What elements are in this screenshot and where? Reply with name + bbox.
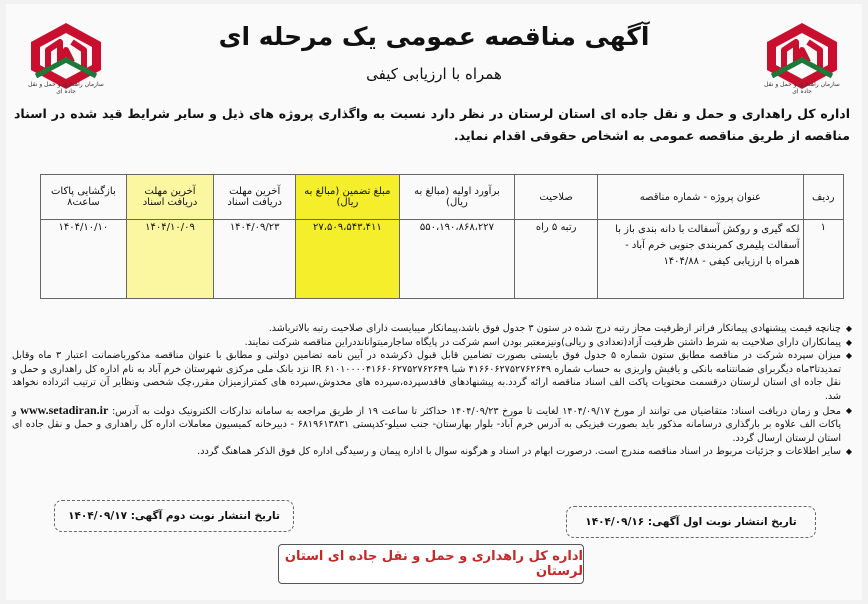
second-publish-date-box: [54, 500, 294, 532]
col-receive-deadline: آخرین مهلت دریافت اسناد: [214, 175, 296, 220]
footer-text: اداره کل راهداری و حمل و نقل جاده ای استان لرستان: [284, 549, 583, 579]
tender-table: [40, 174, 844, 299]
col-submit-deadline: آخرین مهلت دریافت اسناد: [126, 175, 214, 220]
col-row: ردیف: [803, 175, 843, 220]
col-qualification: صلاحیت: [515, 175, 598, 220]
notes-list: [12, 322, 852, 459]
page-title: آگهی مناقصه عمومی یک مرحله ای: [218, 22, 650, 51]
cell-estimate: ۵۵۰،۱۹۰،۸۶۸،۲۲۷: [399, 220, 514, 299]
cell-qualification: رتبه ۵ راه: [515, 220, 598, 299]
col-opening: بازگشایی پاکات ساعت۸: [41, 175, 127, 220]
page-subtitle: همراه با ارزیابی کیفی: [366, 65, 502, 83]
logo-caption-left: سازمان راهداری و حمل و نقل جاده ای: [28, 81, 104, 95]
second-publish-value: ۱۴۰۴/۰۹/۱۷: [68, 510, 128, 522]
cell-guarantee: ۲۷،۵۰۹،۵۴۳،۴۱۱: [296, 220, 400, 299]
cell-title: لکه گیری و روکش آسفالت با دانه بندی باز با آسفالت پلیمری کمربندی جنوبی خرم آباد - همراه با ارزیابی کیفی - ۱۴۰۴/۸۸: [598, 220, 803, 299]
cell-receive-deadline: ۱۴۰۴/۰۹/۲۳: [214, 220, 296, 299]
note-text: محل و زمان دریافت اسناد: متقاضیان می توانند از مورخ ۱۴۰۴/۰۹/۱۷ لغایت تا مورخ ۱۴۰۴/۰۹/۲۳ حداکثر تا ساعت ۱۹ از طریق مراجعه به سامانه تدارکات الکترونیک دولت به آدرس:: [111, 405, 841, 417]
col-title: عنوان پروژه - شماره مناقصه: [598, 175, 803, 220]
first-publish-value: ۱۴۰۴/۰۹/۱۶: [585, 516, 645, 528]
table-header-row: [41, 175, 844, 220]
intro-paragraph: اداره کل راهداری و حمل و نقل جاده ای استان لرستان در نظر دارد نسبت به واگذاری پروژه های ذیل و سایر شرایط قید شده در اسناد مناقصه از طریق مناقصه عمومی به اشخاص حقوقی اقدام نماید.: [14, 106, 850, 143]
note-item: ◆ سایر اطلاعات و جزئیات مربوط در اسناد مناقصه مندرج است. درصورت ابهام در اسناد و هرگونه سوال با اداره پیمان و رسیدگی اداره کل فوق الذکر هماهنگ گردد.: [12, 445, 852, 459]
note-item: ◆ میزان سپرده شرکت در مناقصه مطابق ستون شماره ۵ جدول فوق بایستی بصورت تضامین قابل قبول ذکرشده در آیین نامه تضامین دولتی و مطابق با عنوان مناقصه مذکورباضمانت اعتبار ۳ ماه وقابل تمدیدتا۳ماه دیگربرای ضمانتنامه بانکی و یافیش واریزی به حساب شماره ۴۱۶۶۰۶۲۷۵۲۷۶۲۶۴۹ شبا IR ۶۱۰۱۰۰۰۰۴۱۶۶۰۶۲۷۵۲۷۶۲۶۴۹ نزد بانک ملی مرکزی شهرستان خرم آباد به نام اداره کل راهداری و حمل و نقل جاده ای استان لرستان درقسمت محتویات پاکت الف اسناد مناقصه ارائه گردد.به پیشنهادهای فاقدسپرده،سپرده های مخدوش،سپرده های کمترازمیزان مقرر،چک شخصی ونظایر آن ترتیب اثرداده نخواهد شد.: [12, 349, 852, 403]
note-text: و پاکات الف علاوه بر بارگذاری درسامانه مذکور باید بصورت فیزیکی به آدرس خرم آباد- بلوار بهارستان- جنب سیلو-کدپستی ۶۸۱۹۶۱۳۸۳۱ - دبیرخانه کمیسیون معاملات اداره کل راهداری و حمل و نقل جاده ای استان لرستان ارسال گردد.: [12, 405, 842, 444]
note-item: ◆ پیمانکاران دارای صلاحیت به شرط داشتن ظرفیت آزاد(تعدادی و ریالی)ونیزمعتبر بودن اسم شرکت در پایگاه ساجارمیتوانانددراین مناقصه شرکت نمایند.: [12, 336, 852, 350]
first-publish-label: تاریخ انتشار نوبت اول آگهی:: [647, 516, 797, 528]
col-estimate: برآورد اولیه (مبالغ به ریال): [399, 175, 514, 220]
first-publish-date-box: [566, 506, 816, 538]
cell-row: ۱: [803, 220, 843, 299]
note-item: ◆ چنانچه قیمت پیشنهادی پیمانکار فراتر ازظرفیت مجاز رتبه درج شده در ستون ۳ جدول فوق باشد،پیمانکار میبایست دارای صلاحیت رتبه بالاترباشد.: [12, 322, 852, 336]
tender-notice: [6, 4, 862, 600]
cell-opening: ۱۴۰۴/۱۰/۱۰: [41, 220, 127, 299]
col-guarantee: مبلغ تضمین (مبالغ به ریال): [296, 175, 400, 220]
setadiran-link[interactable]: www.setadiran.ir: [20, 402, 109, 417]
logo-caption-right: سازمان راهداری و حمل و نقل جاده ای: [764, 81, 840, 95]
second-publish-label: تاریخ انتشار نوبت دوم آگهی:: [130, 510, 280, 522]
note-item: [12, 404, 852, 446]
table-row: [41, 220, 844, 299]
footer-banner: [278, 544, 584, 584]
cell-submit-deadline: ۱۴۰۴/۱۰/۰۹: [126, 220, 214, 299]
